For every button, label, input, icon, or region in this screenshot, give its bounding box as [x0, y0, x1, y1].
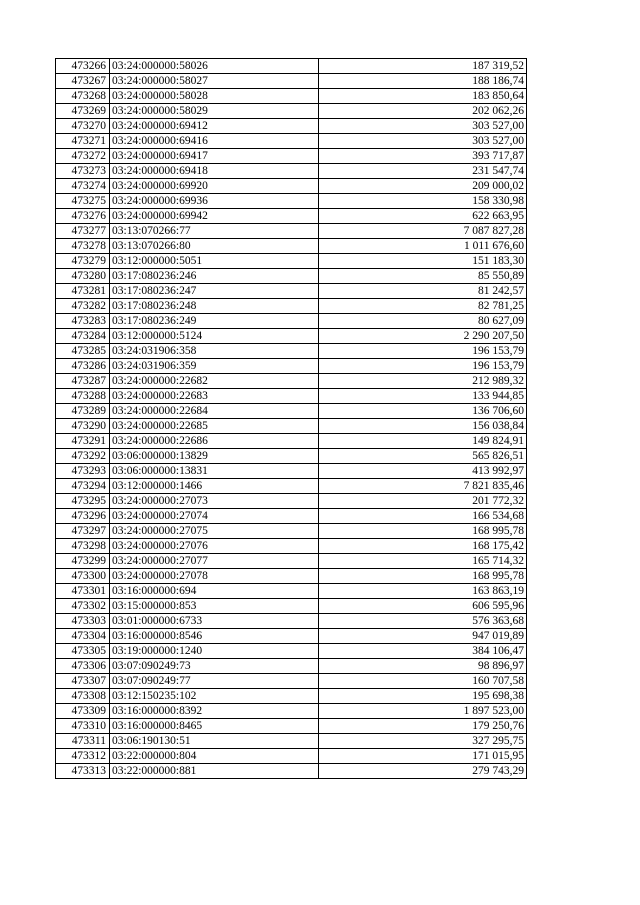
- row-id-cell: 473270: [56, 119, 110, 134]
- row-id-cell: 473274: [56, 179, 110, 194]
- row-id-cell: 473295: [56, 494, 110, 509]
- cadastral-number-cell: 03:12:150235:102: [110, 689, 319, 704]
- cadastral-number-cell: 03:16:000000:694: [110, 584, 319, 599]
- cadastral-number-cell: 03:07:090249:73: [110, 659, 319, 674]
- cadastral-number-cell: 03:24:000000:22686: [110, 434, 319, 449]
- value-cell: 171 015,95: [319, 749, 527, 764]
- row-id-cell: 473285: [56, 344, 110, 359]
- cadastral-number-cell: 03:24:000000:27073: [110, 494, 319, 509]
- value-cell: 606 595,96: [319, 599, 527, 614]
- table-row: [56, 104, 527, 119]
- value-cell: 151 183,30: [319, 254, 527, 269]
- table-row: [56, 434, 527, 449]
- table-row: [56, 719, 527, 734]
- row-id-cell: 473298: [56, 539, 110, 554]
- cadastral-number-cell: 03:24:031906:358: [110, 344, 319, 359]
- value-cell: 303 527,00: [319, 119, 527, 134]
- table-row: [56, 659, 527, 674]
- row-id-cell: 473299: [56, 554, 110, 569]
- value-cell: 393 717,87: [319, 149, 527, 164]
- table-row: [56, 599, 527, 614]
- table-row: [56, 239, 527, 254]
- cadastral-number-cell: 03:24:000000:27077: [110, 554, 319, 569]
- value-cell: 168 995,78: [319, 569, 527, 584]
- row-id-cell: 473293: [56, 464, 110, 479]
- cadastral-number-cell: 03:24:000000:69417: [110, 149, 319, 164]
- row-id-cell: 473311: [56, 734, 110, 749]
- table-row: [56, 149, 527, 164]
- cadastral-number-cell: 03:16:000000:8392: [110, 704, 319, 719]
- row-id-cell: 473287: [56, 374, 110, 389]
- row-id-cell: 473279: [56, 254, 110, 269]
- value-cell: 85 550,89: [319, 269, 527, 284]
- cadastral-number-cell: 03:17:080236:249: [110, 314, 319, 329]
- value-cell: 279 743,29: [319, 764, 527, 779]
- table-row: [56, 119, 527, 134]
- cadastral-number-cell: 03:24:000000:69936: [110, 194, 319, 209]
- value-cell: 576 363,68: [319, 614, 527, 629]
- row-id-cell: 473268: [56, 89, 110, 104]
- cadastral-number-cell: 03:17:080236:247: [110, 284, 319, 299]
- value-cell: 7 087 827,28: [319, 224, 527, 239]
- row-id-cell: 473296: [56, 509, 110, 524]
- cadastral-number-cell: 03:24:000000:22683: [110, 389, 319, 404]
- value-cell: 98 896,97: [319, 659, 527, 674]
- cadastral-number-cell: 03:24:000000:27076: [110, 539, 319, 554]
- value-cell: 81 242,57: [319, 284, 527, 299]
- table-row: [56, 194, 527, 209]
- row-id-cell: 473288: [56, 389, 110, 404]
- row-id-cell: 473313: [56, 764, 110, 779]
- row-id-cell: 473310: [56, 719, 110, 734]
- cadastral-number-cell: 03:22:000000:881: [110, 764, 319, 779]
- cadastral-number-cell: 03:19:000000:1240: [110, 644, 319, 659]
- cadastral-number-cell: 03:22:000000:804: [110, 749, 319, 764]
- row-id-cell: 473305: [56, 644, 110, 659]
- cadastral-number-cell: 03:24:000000:22682: [110, 374, 319, 389]
- row-id-cell: 473277: [56, 224, 110, 239]
- row-id-cell: 473272: [56, 149, 110, 164]
- cadastral-number-cell: 03:17:080236:248: [110, 299, 319, 314]
- cadastral-number-cell: 03:24:000000:69920: [110, 179, 319, 194]
- value-cell: 158 330,98: [319, 194, 527, 209]
- records-table-body: [56, 59, 527, 779]
- table-row: [56, 299, 527, 314]
- row-id-cell: 473286: [56, 359, 110, 374]
- cadastral-number-cell: 03:24:000000:58026: [110, 59, 319, 74]
- table-row: [56, 74, 527, 89]
- row-id-cell: 473303: [56, 614, 110, 629]
- value-cell: 622 663,95: [319, 209, 527, 224]
- cadastral-number-cell: 03:01:000000:6733: [110, 614, 319, 629]
- table-row: [56, 329, 527, 344]
- row-id-cell: 473294: [56, 479, 110, 494]
- row-id-cell: 473291: [56, 434, 110, 449]
- cadastral-number-cell: 03:24:000000:58029: [110, 104, 319, 119]
- table-row: [56, 269, 527, 284]
- table-row: [56, 134, 527, 149]
- table-row: [56, 254, 527, 269]
- value-cell: 196 153,79: [319, 344, 527, 359]
- value-cell: 165 714,32: [319, 554, 527, 569]
- value-cell: 133 944,85: [319, 389, 527, 404]
- table-row: [56, 674, 527, 689]
- cadastral-number-cell: 03:24:000000:69412: [110, 119, 319, 134]
- row-id-cell: 473267: [56, 74, 110, 89]
- row-id-cell: 473269: [56, 104, 110, 119]
- table-row: [56, 764, 527, 779]
- table-row: [56, 704, 527, 719]
- table-row: [56, 404, 527, 419]
- cadastral-number-cell: 03:13:070266:77: [110, 224, 319, 239]
- value-cell: 163 863,19: [319, 584, 527, 599]
- cadastral-number-cell: 03:24:000000:58027: [110, 74, 319, 89]
- records-table: [55, 58, 527, 779]
- row-id-cell: 473275: [56, 194, 110, 209]
- cadastral-number-cell: 03:24:000000:58028: [110, 89, 319, 104]
- row-id-cell: 473304: [56, 629, 110, 644]
- row-id-cell: 473297: [56, 524, 110, 539]
- value-cell: 413 992,97: [319, 464, 527, 479]
- table-row: [56, 164, 527, 179]
- value-cell: 188 186,74: [319, 74, 527, 89]
- value-cell: 136 706,60: [319, 404, 527, 419]
- table-row: [56, 389, 527, 404]
- value-cell: 201 772,32: [319, 494, 527, 509]
- cadastral-number-cell: 03:24:000000:69942: [110, 209, 319, 224]
- cadastral-number-cell: 03:16:000000:8465: [110, 719, 319, 734]
- cadastral-number-cell: 03:24:031906:359: [110, 359, 319, 374]
- cadastral-number-cell: 03:16:000000:8546: [110, 629, 319, 644]
- cadastral-number-cell: 03:07:090249:77: [110, 674, 319, 689]
- table-row: [56, 59, 527, 74]
- cadastral-number-cell: 03:24:000000:69418: [110, 164, 319, 179]
- row-id-cell: 473284: [56, 329, 110, 344]
- row-id-cell: 473276: [56, 209, 110, 224]
- table-row: [56, 509, 527, 524]
- value-cell: 1 897 523,00: [319, 704, 527, 719]
- table-row: [56, 284, 527, 299]
- cadastral-number-cell: 03:06:000000:13831: [110, 464, 319, 479]
- row-id-cell: 473289: [56, 404, 110, 419]
- value-cell: 947 019,89: [319, 629, 527, 644]
- row-id-cell: 473308: [56, 689, 110, 704]
- table-row: [56, 644, 527, 659]
- cadastral-number-cell: 03:06:190130:51: [110, 734, 319, 749]
- cadastral-number-cell: 03:24:000000:22684: [110, 404, 319, 419]
- row-id-cell: 473300: [56, 569, 110, 584]
- row-id-cell: 473306: [56, 659, 110, 674]
- value-cell: 80 627,09: [319, 314, 527, 329]
- table-row: [56, 569, 527, 584]
- row-id-cell: 473312: [56, 749, 110, 764]
- value-cell: 327 295,75: [319, 734, 527, 749]
- value-cell: 2 290 207,50: [319, 329, 527, 344]
- value-cell: 7 821 835,46: [319, 479, 527, 494]
- row-id-cell: 473309: [56, 704, 110, 719]
- value-cell: 179 250,76: [319, 719, 527, 734]
- table-row: [56, 689, 527, 704]
- table-row: [56, 179, 527, 194]
- value-cell: 196 153,79: [319, 359, 527, 374]
- value-cell: 384 106,47: [319, 644, 527, 659]
- row-id-cell: 473280: [56, 269, 110, 284]
- cadastral-number-cell: 03:13:070266:80: [110, 239, 319, 254]
- row-id-cell: 473271: [56, 134, 110, 149]
- table-row: [56, 494, 527, 509]
- value-cell: 303 527,00: [319, 134, 527, 149]
- table-row: [56, 614, 527, 629]
- row-id-cell: 473292: [56, 449, 110, 464]
- cadastral-number-cell: 03:12:000000:5124: [110, 329, 319, 344]
- row-id-cell: 473281: [56, 284, 110, 299]
- table-row: [56, 359, 527, 374]
- table-row: [56, 449, 527, 464]
- row-id-cell: 473307: [56, 674, 110, 689]
- cadastral-number-cell: 03:24:000000:27074: [110, 509, 319, 524]
- row-id-cell: 473282: [56, 299, 110, 314]
- value-cell: 195 698,38: [319, 689, 527, 704]
- value-cell: 156 038,84: [319, 419, 527, 434]
- table-row: [56, 314, 527, 329]
- value-cell: 168 175,42: [319, 539, 527, 554]
- table-row: [56, 749, 527, 764]
- row-id-cell: 473290: [56, 419, 110, 434]
- value-cell: 160 707,58: [319, 674, 527, 689]
- value-cell: 209 000,02: [319, 179, 527, 194]
- row-id-cell: 473278: [56, 239, 110, 254]
- cadastral-number-cell: 03:24:000000:27075: [110, 524, 319, 539]
- table-row: [56, 584, 527, 599]
- value-cell: 82 781,25: [319, 299, 527, 314]
- cadastral-number-cell: 03:24:000000:27078: [110, 569, 319, 584]
- table-row: [56, 629, 527, 644]
- value-cell: 212 989,32: [319, 374, 527, 389]
- value-cell: 187 319,52: [319, 59, 527, 74]
- value-cell: 149 824,91: [319, 434, 527, 449]
- cadastral-number-cell: 03:12:000000:1466: [110, 479, 319, 494]
- cadastral-number-cell: 03:24:000000:22685: [110, 419, 319, 434]
- cadastral-number-cell: 03:12:000000:5051: [110, 254, 319, 269]
- value-cell: 202 062,26: [319, 104, 527, 119]
- value-cell: 231 547,74: [319, 164, 527, 179]
- row-id-cell: 473283: [56, 314, 110, 329]
- value-cell: 166 534,68: [319, 509, 527, 524]
- table-row: [56, 464, 527, 479]
- table-row: [56, 89, 527, 104]
- cadastral-number-cell: 03:17:080236:246: [110, 269, 319, 284]
- table-row: [56, 539, 527, 554]
- table-row: [56, 734, 527, 749]
- cadastral-number-cell: 03:06:000000:13829: [110, 449, 319, 464]
- table-row: [56, 524, 527, 539]
- table-row: [56, 224, 527, 239]
- row-id-cell: 473273: [56, 164, 110, 179]
- table-row: [56, 479, 527, 494]
- row-id-cell: 473266: [56, 59, 110, 74]
- table-row: [56, 209, 527, 224]
- row-id-cell: 473301: [56, 584, 110, 599]
- table-row: [56, 554, 527, 569]
- value-cell: 565 826,51: [319, 449, 527, 464]
- table-row: [56, 419, 527, 434]
- row-id-cell: 473302: [56, 599, 110, 614]
- value-cell: 183 850,64: [319, 89, 527, 104]
- cadastral-number-cell: 03:24:000000:69416: [110, 134, 319, 149]
- table-row: [56, 374, 527, 389]
- value-cell: 1 011 676,60: [319, 239, 527, 254]
- value-cell: 168 995,78: [319, 524, 527, 539]
- cadastral-number-cell: 03:15:000000:853: [110, 599, 319, 614]
- table-row: [56, 344, 527, 359]
